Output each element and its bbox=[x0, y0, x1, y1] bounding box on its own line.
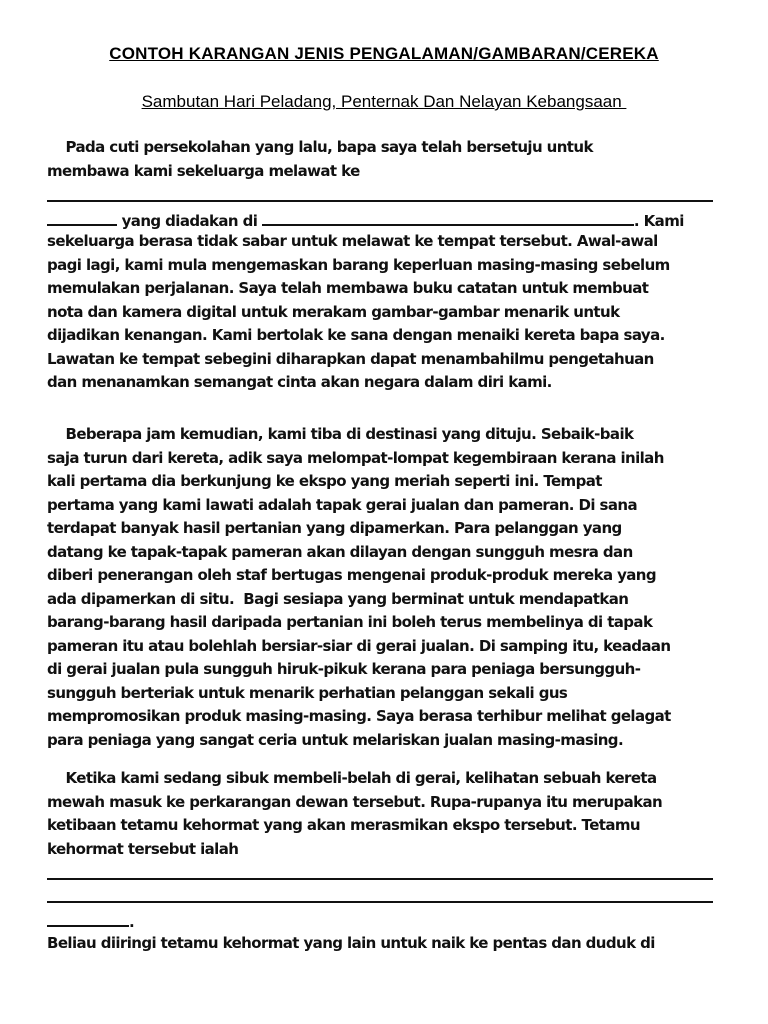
paragraph-line: ketibaan tetamu kehormat yang akan merasmikan ekspo tersebut. Tetamu bbox=[47, 816, 640, 834]
paragraph-line: dan menanamkan semangat cinta akan negara dalam diri kami. bbox=[47, 373, 552, 391]
fill-in-blank[interactable] bbox=[47, 908, 129, 927]
paragraph-line: Lawatan ke tempat sebegini diharapkan dapat menambahilmu pengetahuan bbox=[47, 349, 654, 368]
paragraph-line: mempromosikan produk masing-masing. Saya berasa terhibur melihat gelagat bbox=[47, 707, 671, 725]
paragraph-line: membawa kami sekeluarga melawat ke bbox=[47, 161, 360, 180]
paragraph-line: barang-barang hasil daripada pertanian ini boleh terus membelinya di tapak bbox=[47, 613, 653, 631]
paragraph-line: nota dan kamera digital untuk merakam gambar-gambar menarik untuk bbox=[47, 302, 620, 321]
fill-in-blank-line[interactable] bbox=[47, 885, 727, 909]
paragraph-line: kali pertama dia berkunjung ke ekspo yang meriah seperti ini. Tempat bbox=[47, 472, 602, 490]
paragraph-line: ada dipamerkan di situ. Bagi sesiapa yang berminat untuk mendapatkan bbox=[47, 589, 629, 608]
paragraph-text: . Kami bbox=[633, 211, 684, 230]
paragraph-line: saja turun dari kereta, adik saya melompat-lompat kegembiraan kerana inilah bbox=[47, 448, 664, 467]
document-title: CONTOH KARANGAN JENIS PENGALAMAN/GAMBARAN/CEREKA bbox=[109, 44, 659, 63]
paragraph-line: diberi penerangan oleh staf bertugas mengenai produk-produk mereka yang bbox=[47, 566, 657, 584]
paragraph-line: sekeluarga berasa tidak sabar untuk melawat ke tempat tersebut. Awal-awal bbox=[47, 232, 658, 250]
paragraph-line: Beberapa jam kemudian, kami tiba di destinasi yang dituju. Sebaik-baik bbox=[47, 425, 634, 443]
paragraph-line: di gerai jualan pula sungguh hiruk-pikuk kerana para peniaga bersungguh- bbox=[47, 660, 641, 678]
paragraph-line: dijadikan kenangan. Kami bertolak ke sana dengan menaiki kereta bapa saya. bbox=[47, 326, 665, 344]
paragraph-2 bbox=[47, 423, 727, 752]
paragraph-text: yang diadakan di bbox=[117, 211, 262, 230]
paragraph-line: pameran itu atau bolehlah bersiar-siar di gerai jualan. Di samping itu, keadaan bbox=[47, 636, 671, 655]
paragraph-line: sungguh berteriak untuk menarik perhatian pelanggan sekali gus bbox=[47, 683, 568, 702]
paragraph-line: pagi lagi, kami mula mengemaskan barang keperluan masing-masing sebelum bbox=[47, 255, 670, 274]
paragraph-line: kehormat tersebut ialah bbox=[47, 839, 239, 858]
fill-in-blank-line[interactable] bbox=[47, 183, 727, 207]
paragraph-line: Pada cuti persekolahan yang lalu, bapa saya telah bersetuju untuk bbox=[47, 138, 593, 156]
paragraph-line: mewah masuk ke perkarangan dewan tersebut. Rupa-rupanya itu merupakan bbox=[47, 792, 663, 811]
paragraph-line: para peniaga yang sangat ceria untuk melariskan jualan masing-masing. bbox=[47, 730, 624, 749]
document-subtitle: Sambutan Hari Peladang, Penternak Dan Nelayan Kebangsaan bbox=[141, 92, 627, 111]
paragraph-line: memulakan perjalanan. Saya telah membawa buku catatan untuk membuat bbox=[47, 279, 649, 297]
paragraph-line: Ketika kami sedang sibuk membeli-belah di gerai, kelihatan sebuah kereta bbox=[47, 769, 657, 787]
paragraph-line: datang ke tapak-tapak pameran akan dilayan dengan sungguh mesra dan bbox=[47, 542, 633, 561]
fill-in-blank-line[interactable] bbox=[47, 861, 727, 885]
paragraph-1 bbox=[47, 136, 727, 395]
paragraph-text: . bbox=[129, 913, 135, 931]
paragraph-line bbox=[47, 207, 727, 231]
paragraph-line bbox=[47, 908, 727, 932]
paragraph-line: Beliau diiringi tetamu kehormat yang lain untuk naik ke pentas dan duduk di bbox=[47, 933, 655, 952]
fill-in-blank[interactable] bbox=[262, 207, 634, 226]
fill-in-blank[interactable] bbox=[47, 207, 117, 226]
paragraph-line: pertama yang kami lawati adalah tapak gerai jualan dan pameran. Di sana bbox=[47, 495, 637, 514]
paragraph-line: terdapat banyak hasil pertanian yang dipamerkan. Para pelanggan yang bbox=[47, 519, 622, 537]
paragraph-3 bbox=[47, 767, 727, 955]
